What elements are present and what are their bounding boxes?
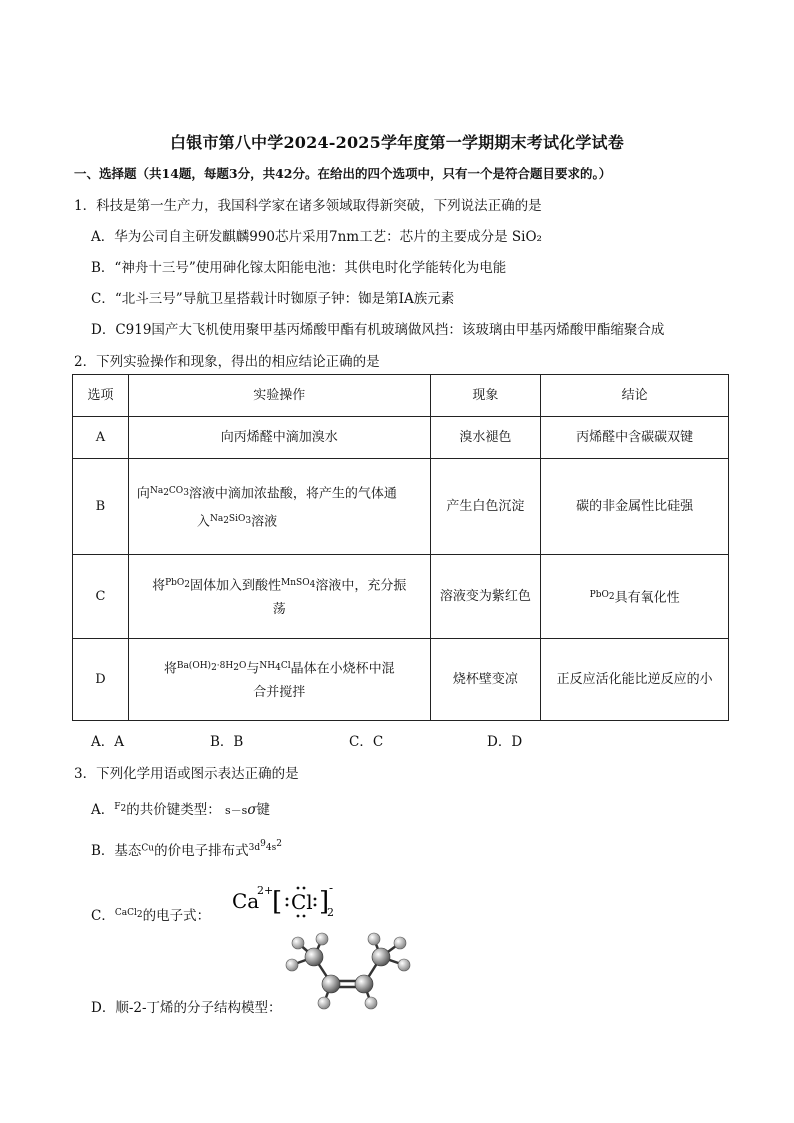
table-row xyxy=(73,417,729,459)
question-1-stem: 1．科技是第一生产力，我国科学家在诸多领域取得新突破，下列说法正确的是 xyxy=(74,198,542,214)
question-3-stem: 3．下列化学用语或图示表达正确的是 xyxy=(74,766,299,782)
row-b-conclusion: 碳的非金属性比硅强 xyxy=(541,459,729,555)
table-row xyxy=(73,459,729,555)
experiment-table xyxy=(72,374,729,721)
question-3-option-a: A．$^{F_2}$的共价键类型： s－sσ键 xyxy=(91,802,271,818)
row-d-option: D xyxy=(73,639,129,721)
svg-text:Cl: Cl xyxy=(291,890,313,914)
row-d-phenomenon: 烧杯壁变凉 xyxy=(430,639,541,721)
section-heading: 一、选择题（共14题，每题3分，共42分。在给出的四个选项中，只有一个是符合题目要求的。） xyxy=(74,166,612,181)
question-3-option-d: D．顺-2-丁烯的分子结构模型： xyxy=(91,1000,282,1016)
row-c-operation: 将$^{PbO_2}$固体加入到酸性$^{MnSO_4}$溶液中，充分振 荡 xyxy=(128,555,430,639)
question-3-option-b: B．基态$^{Cu}$的价电子排布式$^{3d^94s^2}$ xyxy=(91,839,282,859)
answer-b: B．B xyxy=(210,734,244,750)
answer-d: D．D xyxy=(487,734,523,750)
row-d-operation: 将$^{Ba(OH)_2\cdot 8H_2O}$与$^{NH_4Cl}$晶体在小烧杯中混 合并搅拌 xyxy=(128,639,430,721)
svg-text:2: 2 xyxy=(327,906,334,919)
svg-text:2+: 2+ xyxy=(257,884,274,897)
svg-text:[: [ xyxy=(272,887,283,917)
answer-c: C．C xyxy=(349,734,384,750)
question-1-option-d: D．C919国产大飞机使用聚甲基丙烯酸甲酯有机玻璃做风挡：该玻璃由甲基丙烯酸甲酯缩聚合成 xyxy=(91,322,665,338)
question-1-option-c: C．“北斗三号”导航卫星搭载计时铷原子钟：铷是第IA族元素 xyxy=(91,291,455,307)
table-row xyxy=(73,555,729,639)
header-conclusion: 结论 xyxy=(541,375,729,417)
row-c-conclusion: $^{PbO_2}$具有氧化性 xyxy=(541,555,729,639)
row-b-option: B xyxy=(73,459,129,555)
svg-text:Ca: Ca xyxy=(232,889,260,913)
row-d-conclusion: 正反应活化能比逆反应的小 xyxy=(541,639,729,721)
question-1-option-a: A．华为公司自主研发麒麟990芯片采用7nm工艺：芯片的主要成分是 SiO₂ xyxy=(91,229,542,245)
svg-text:]: ] xyxy=(319,887,330,917)
row-a-conclusion: 丙烯醛中含碳碳双键 xyxy=(541,417,729,459)
row-c-option: C xyxy=(73,555,129,639)
page-title: 白银市第八中学2024-2025学年度第一学期期末考试化学试卷 xyxy=(170,133,624,152)
cis-2-butene-model-icon xyxy=(280,925,420,1015)
svg-text:-: - xyxy=(329,881,334,895)
header-option: 选项 xyxy=(73,375,129,417)
row-a-option: A xyxy=(73,417,129,459)
row-a-operation: 向丙烯醛中滴加溴水 xyxy=(128,417,430,459)
question-2-stem: 2．下列实验操作和现象，得出的相应结论正确的是 xyxy=(74,354,380,370)
row-c-phenomenon: 溶液变为紫红色 xyxy=(430,555,541,639)
question-3-option-c: C．$^{CaCl_2}$的电子式： xyxy=(91,908,211,924)
table-header-row xyxy=(73,375,729,417)
row-b-phenomenon: 产生白色沉淀 xyxy=(430,459,541,555)
row-a-phenomenon: 溴水褪色 xyxy=(430,417,541,459)
header-operation: 实验操作 xyxy=(128,375,430,417)
table-row xyxy=(73,639,729,721)
question-1-option-b: B．“神舟十三号”使用砷化镓太阳能电池：其供电时化学能转化为电能 xyxy=(91,260,507,276)
header-phenomenon: 现象 xyxy=(430,375,541,417)
row-b-operation: 向$^{Na_2CO_3}$溶液中滴加浓盐酸，将产生的气体通 入$^{Na_2SiO_3}$溶液 xyxy=(128,459,430,555)
answer-a: A．A xyxy=(91,734,124,750)
